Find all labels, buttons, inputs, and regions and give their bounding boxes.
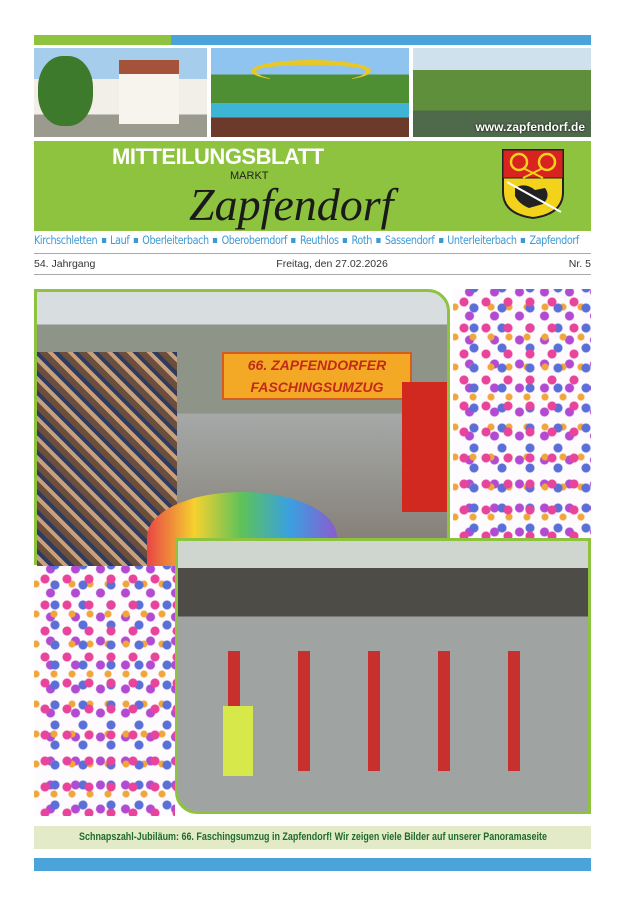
photo-confetti xyxy=(453,289,591,539)
markt-label: MARKT xyxy=(230,170,269,182)
website-url[interactable]: www.zapfendorf.de xyxy=(475,120,585,134)
village: Roth xyxy=(351,234,372,247)
photo-swimming-pool xyxy=(211,48,409,137)
issue-date: Freitag, den 27.02.2026 xyxy=(276,258,388,270)
parade-banner: 66. ZAPFENDORFER FASCHINGSUMZUG xyxy=(222,352,412,400)
masthead xyxy=(34,141,591,231)
cover-caption: Schnapszahl-Jubiläum: 66. Faschingsumzug in Zapfendorf! Wir zeigen viele Bilder auf unserer Panoramaseite xyxy=(78,831,547,843)
village: Lauf xyxy=(110,234,130,247)
village: Oberleiterbach xyxy=(142,234,209,247)
village: Sassendorf xyxy=(384,234,435,247)
top-bar-blue xyxy=(171,35,591,45)
photo-dance-group xyxy=(175,538,591,814)
newsletter-title: MITTEILUNGSBLATT xyxy=(112,144,324,169)
coat-of-arms-icon xyxy=(501,148,565,220)
divider xyxy=(34,253,591,254)
village: Zapfendorf xyxy=(529,234,579,247)
village: Oberoberndorf xyxy=(221,234,288,247)
bottom-bar xyxy=(34,858,591,871)
village: Unterleiterbach xyxy=(447,234,517,247)
photo-town-hall xyxy=(34,48,207,137)
village-list xyxy=(34,234,579,247)
top-bar-green xyxy=(34,35,171,45)
photo-confetti xyxy=(34,566,175,816)
issue-number: Nr. 5 xyxy=(568,258,591,270)
village: Kirchschletten xyxy=(34,234,98,247)
town-name: Zapfendorf xyxy=(189,179,394,230)
volume: 54. Jahrgang xyxy=(34,258,96,270)
village: Reuthlos xyxy=(299,234,339,247)
photo-carnival-parade xyxy=(34,289,450,565)
divider xyxy=(34,274,591,275)
photo-pond xyxy=(413,48,591,137)
issue-info xyxy=(34,258,591,270)
cover-caption-box xyxy=(34,826,591,849)
